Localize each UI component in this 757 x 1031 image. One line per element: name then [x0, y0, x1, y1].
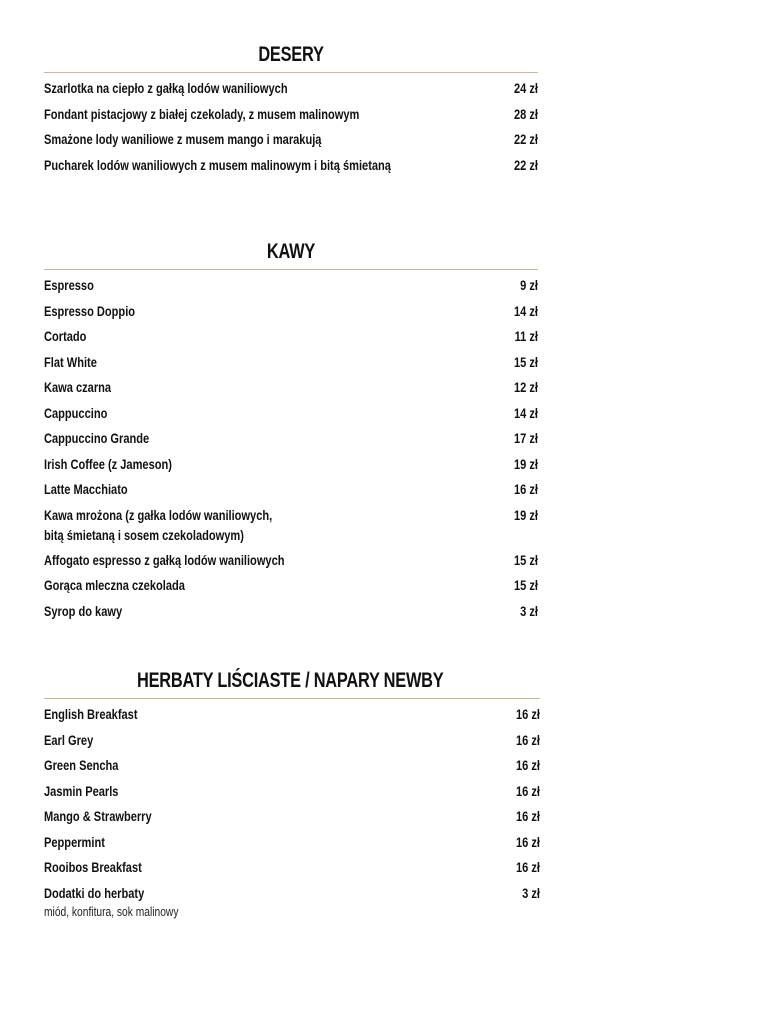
item-price: 17 zł	[513, 431, 538, 446]
menu-item	[44, 705, 540, 731]
item-price: 19 zł	[513, 507, 538, 523]
menu-item	[44, 404, 538, 430]
menu-item	[44, 378, 538, 404]
item-name: Espresso	[44, 278, 94, 293]
menu-item	[44, 782, 540, 808]
item-name: English Breakfast	[44, 707, 138, 722]
item-name: Cappuccino	[44, 405, 108, 421]
menu-item	[44, 731, 540, 757]
item-price: 15 zł	[513, 354, 538, 370]
item-price: 16 zł	[515, 783, 540, 799]
menu-item	[44, 455, 538, 481]
section-kawy	[44, 239, 538, 627]
item-name: Jasmin Pearls	[44, 783, 119, 799]
item-name: Fondant pistacjowy z białej czekolady, z musem malinowym	[44, 106, 360, 122]
menu-item	[44, 327, 538, 353]
item-price: 9 zł	[520, 278, 538, 293]
section-title: HERBATY LIŚCIASTE / NAPARY NEWBY	[136, 669, 444, 692]
item-price: 15 zł	[513, 552, 538, 568]
menu-item	[44, 79, 538, 105]
section-divider	[44, 72, 538, 73]
menu-list	[44, 705, 540, 924]
item-note: miód, konfitura, sok malinowy	[44, 904, 179, 919]
item-name: Mango & Strawberry	[44, 809, 152, 824]
item-price: 22 zł	[513, 132, 538, 147]
menu-item	[44, 429, 538, 455]
menu-list	[44, 79, 538, 181]
item-price: 3 zł	[520, 603, 538, 619]
item-price: 14 zł	[513, 405, 538, 421]
item-price: 16 zł	[513, 482, 538, 497]
item-name: Gorąca mleczna czekolada	[44, 578, 185, 593]
item-price: 16 zł	[515, 707, 540, 722]
item-name: Rooibos Breakfast	[44, 860, 142, 875]
menu-item	[44, 884, 540, 924]
item-name: Cortado	[44, 329, 87, 344]
menu-item	[44, 551, 538, 577]
item-name: Flat White	[44, 354, 97, 370]
item-name: Irish Coffee (z Jameson)	[44, 456, 172, 472]
item-price: 12 zł	[513, 380, 538, 395]
item-price: 16 zł	[515, 732, 540, 748]
item-price: 3 zł	[522, 885, 540, 901]
menu-item	[44, 276, 538, 302]
item-name: Peppermint	[44, 834, 105, 850]
item-price: 19 zł	[513, 456, 538, 472]
item-price: 16 zł	[515, 860, 540, 875]
section-desery	[44, 42, 538, 181]
item-name: Espresso Doppio	[44, 303, 136, 319]
item-name: Green Sencha	[44, 758, 119, 773]
menu-item	[44, 156, 538, 182]
item-name: Latte Macchiato	[44, 482, 128, 497]
item-name: Syrop do kawy	[44, 603, 123, 619]
menu-item	[44, 105, 538, 131]
item-name: Szarlotka na ciepło z gałką lodów waniliowych	[44, 81, 288, 96]
item-name: Cappuccino Grande	[44, 431, 150, 446]
menu-item	[44, 480, 538, 506]
item-price: 11 zł	[514, 329, 538, 344]
item-name: Kawa czarna	[44, 380, 112, 395]
item-name: Kawa mrożona (z gałka lodów waniliowych, bitą śmietaną i sosem czekoladowym)	[44, 507, 273, 543]
menu-item	[44, 130, 538, 156]
item-price: 16 zł	[515, 834, 540, 850]
section-title: KAWY	[266, 240, 316, 263]
menu-item	[44, 506, 538, 551]
menu-item	[44, 756, 540, 782]
section-divider	[44, 698, 540, 699]
item-price: 24 zł	[513, 81, 538, 96]
menu-item	[44, 302, 538, 328]
item-name: Affogato espresso z gałką lodów waniliowych	[44, 552, 285, 568]
item-name: Smażone lody waniliowe z musem mango i marakują	[44, 132, 322, 147]
item-price: 22 zł	[513, 157, 538, 173]
item-price: 28 zł	[513, 106, 538, 122]
item-price: 16 zł	[515, 758, 540, 773]
item-price: 15 zł	[513, 578, 538, 593]
menu-item	[44, 833, 540, 859]
item-price: 14 zł	[513, 303, 538, 319]
menu-list	[44, 276, 538, 627]
item-name: Dodatki do herbaty	[44, 885, 145, 901]
section-title: DESERY	[258, 43, 324, 66]
item-name: Earl Grey	[44, 732, 94, 748]
menu-item	[44, 576, 538, 602]
section-herbaty	[44, 668, 540, 924]
section-divider	[44, 269, 538, 270]
menu-item	[44, 807, 540, 833]
item-price: 16 zł	[515, 809, 540, 824]
menu-item	[44, 353, 538, 379]
item-name: Pucharek lodów waniliowych z musem malinowym i bitą śmietaną	[44, 157, 391, 173]
menu-item	[44, 602, 538, 628]
menu-item	[44, 858, 540, 884]
